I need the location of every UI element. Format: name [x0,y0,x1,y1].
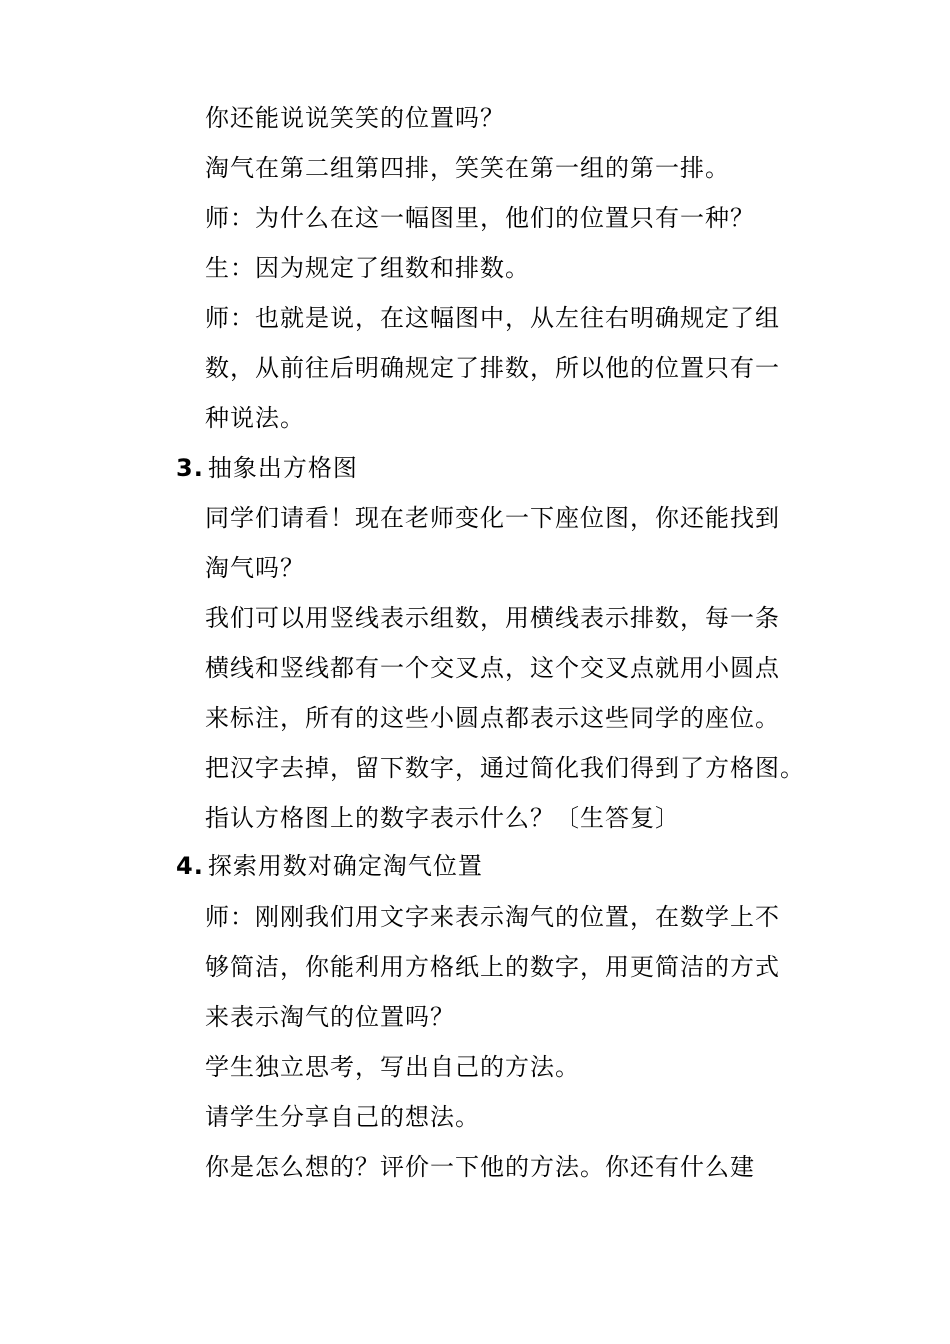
text-line: 种说法。 [205,404,305,432]
section-title: 探索用数对确定淘气位置 [207,852,483,880]
text-line: 来标注，所有的这些小圆点都表示这些同学的座位。 [205,704,780,732]
section-number: 4. [176,852,204,880]
section-heading-4 [176,851,483,881]
text-line: 够简洁，你能利用方格纸上的数字，用更简洁的方式 [205,953,780,981]
text-line: 生：因为规定了组数和排数。 [205,254,530,282]
text-line: 师：为什么在这一幅图里，他们的位置只有一种？ [205,204,755,232]
section-heading-3 [176,453,358,483]
text-line: 师：刚刚我们用文字来表示淘气的位置，在数学上不 [205,903,780,931]
text-line: 同学们请看！现在老师变化一下座位图，你还能找到 [205,504,780,532]
text-line: 我们可以用竖线表示组数，用横线表示排数，每一条 [205,604,780,632]
text-line: 指认方格图上的数字表示什么？〔生答复〕 [205,804,680,832]
text-line: 横线和竖线都有一个交叉点，这个交叉点就用小圆点 [205,654,780,682]
text-line: 淘气在第二组第四排，笑笑在第一组的第一排。 [205,154,730,182]
text-line: 淘气吗？ [205,554,305,582]
text-line: 来表示淘气的位置吗？ [205,1003,455,1031]
section-number: 3. [176,454,204,482]
text-line: 学生独立思考，写出自己的方法。 [205,1053,580,1081]
text-line: 数，从前往后明确规定了排数，所以他的位置只有一 [205,354,780,382]
text-line: 请学生分享自己的想法。 [205,1103,480,1131]
section-title: 抽象出方格图 [207,454,358,482]
text-line: 你是怎么想的？评价一下他的方法。你还有什么建 [205,1153,755,1181]
text-line: 师：也就是说，在这幅图中，从左往右明确规定了组 [205,304,780,332]
text-line: 把汉字去掉，留下数字，通过简化我们得到了方格图。 [205,754,805,782]
text-line: 你还能说说笑笑的位置吗？ [205,104,505,132]
